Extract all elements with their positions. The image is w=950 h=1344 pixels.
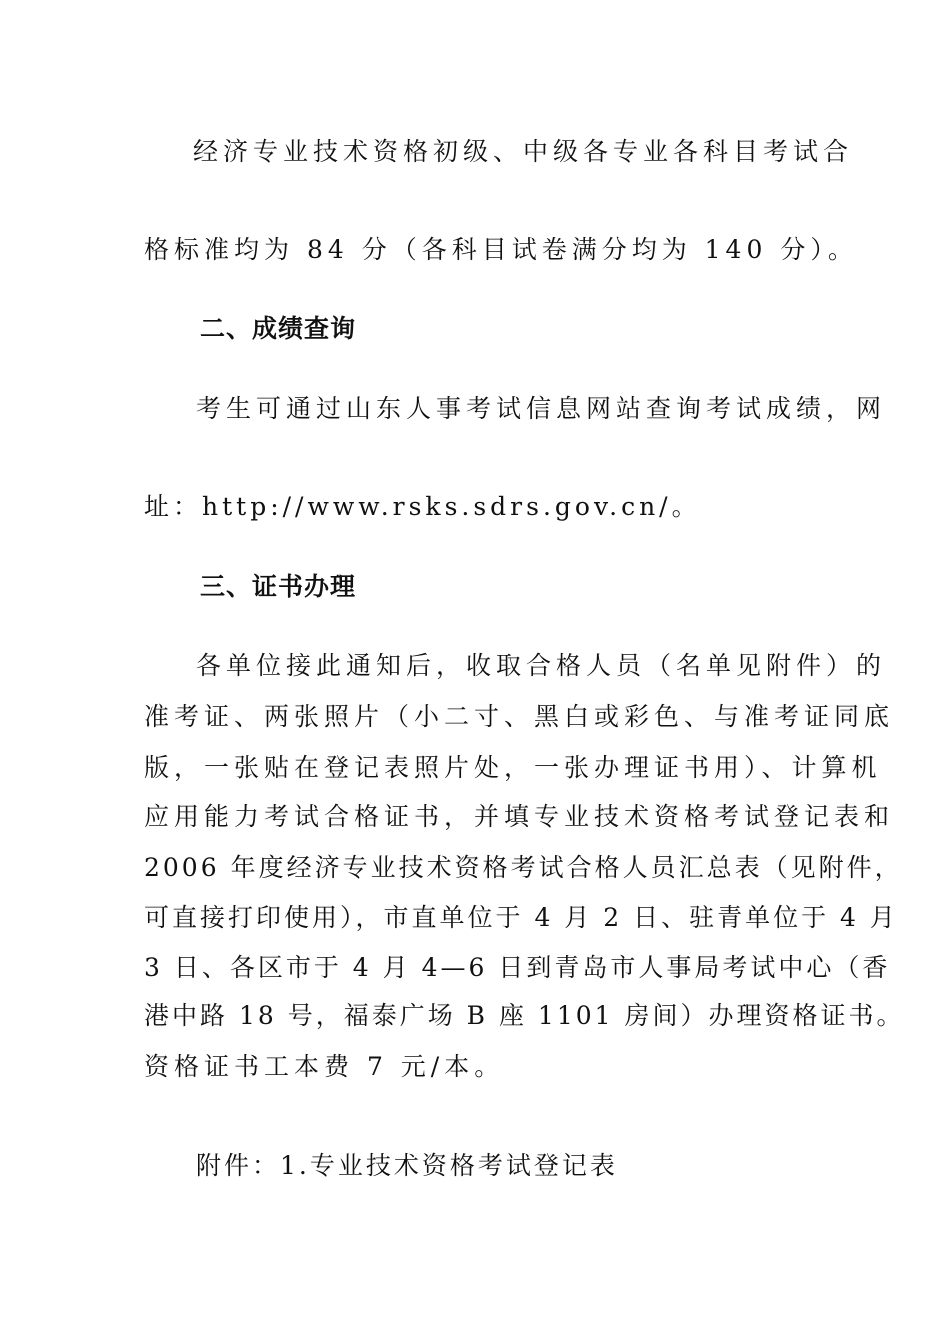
section-2-heading: 二、成绩查询 [200, 314, 357, 343]
section-2-line-2: 址：http://www.rsks.sdrs.gov.cn/。 [144, 492, 701, 521]
paragraph-1-line-2: 格标准均为 84 分（各科目试卷满分均为 140 分）。 [144, 235, 858, 264]
section-3-line-8: 港中路 18 号，福泰广场 B 座 1101 房间）办理资格证书。 [144, 1001, 905, 1030]
section-3-line-9: 资格证书工本费 7 元/本。 [144, 1052, 505, 1081]
section-3-line-3: 版，一张贴在登记表照片处，一张办理证书用）、计算机 [144, 753, 882, 782]
section-3-line-2: 准考证、两张照片（小二寸、黑白或彩色、与准考证同底 [144, 702, 895, 731]
section-3-heading: 三、证书办理 [200, 572, 357, 601]
section-3-line-5: 2006 年度经济专业技术资格考试合格人员汇总表（见附件， [144, 853, 903, 882]
section-3-line-4: 应用能力考试合格证书，并填专业技术资格考试登记表和 [144, 802, 895, 831]
attachment-line: 附件：1.专业技术资格考试登记表 [196, 1151, 618, 1180]
section-3-line-7: 3 日、各区市于 4 月 4—6 日到青岛市人事局考试中心（香 [144, 953, 891, 982]
section-2-line-1: 考生可通过山东人事考试信息网站查询考试成绩，网 [196, 394, 887, 423]
paragraph-1-line-1: 经济专业技术资格初级、中级各专业各科目考试合 [193, 137, 854, 166]
section-3-line-6: 可直接打印使用），市直单位于 4 月 2 日、驻青单位于 4 月 [144, 903, 898, 932]
section-3-line-1: 各单位接此通知后，收取合格人员（名单见附件）的 [196, 651, 887, 680]
